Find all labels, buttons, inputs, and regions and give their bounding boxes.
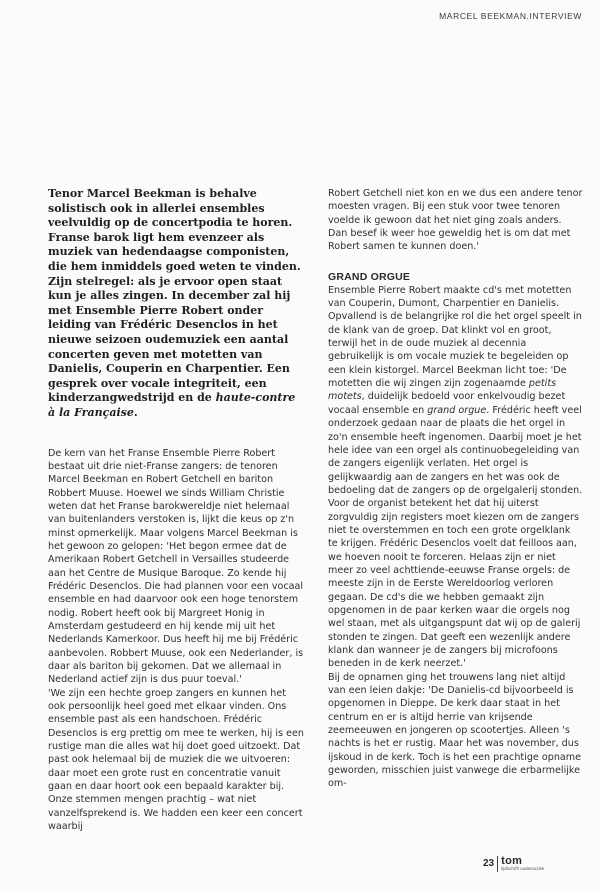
running-header: MARCEL BEEKMAN.INTERVIEW [439,11,582,21]
page-number: 23 [483,858,495,870]
body-paragraph: Bij de opnamen ging het trouwens lang niet altijd van een leien dakje: 'De Danielis-cd bijvoorbeeld is opgenomen in Dieppe. De kerk daar staat in het centrum en er is altijd herrie van krijsende zeemeeuwen en jongeren op scootertjes. Alleen 's nachts is het er rustig. Maar het was november, dus ijskoud in de kerk. Toch is het een prachtige opname geworden, misschien juist vanwege die erbarmelijke om- [328,671,582,790]
intro-italic-phrase: haute-contre à la Française [48,391,296,419]
body-paragraph: 'We zijn een hechte groep zangers en kunnen het ook persoonlijk heel goed met elkaar vinden. Ons ensemble past als een handschoen. Frédéric Desenclos is erg prettig om mee te werken, hij is een rustige man die alles wat hij doet goed uitzoekt. Dat past ook helemaal bij de muziek die we uitvoeren: daar moet een grote rust en concentratie vanuit gaan en daar hoort ook een bepaald karakter bij. Onze stemmen mengen prachtig – wat niet vanzelfsprekend is. We hadden een keer een concert waarbij [48,687,304,833]
logo-title: tom [501,855,523,867]
logo-subtitle: tijdschrift oudemuziek [501,866,545,871]
section-subheading: GRAND ORGUE [328,270,411,283]
body-paragraph: Robert Getchell niet kon en we dus een andere tenor moesten vragen. Bij een stuk voor twee tenoren voelde ik gewoon dat het niet ging zoals anders. Dan besef ik weer hoe geweldig het is om dat met Robert samen te kunnen doen.' [328,188,583,253]
left-column [48,187,305,833]
body-paragraph: De kern van het Franse Ensemble Pierre Robert bestaat uit drie niet-Franse zangers: de tenoren Marcel Beekman en Robert Getchell en bariton Robbert Muuse. Hoewel we sinds William Christie weten dat het Franse barokwereldje niet helemaal van buitenlanders verstoken is, lijkt die keus op z'n minst opmerkelijk. Maar volgens Marcel Beekman is het gewoon zo gelopen: 'Het begon ermee dat de Amerikaan Robert Getchell in Versailles studeerde aan het Centre de Musique Baroque. Zo kende hij Frédéric Desenclos. Die had plannen voor een vocaal ensemble en had daarvoor ook een hoge tenorstem nodig. Robert heeft ook bij Margreet Honig in Amsterdam gestudeerd en hij kende mij uit het Nederlands Kamerkoor. Dus heeft hij me bij Frédéric aanbevolen. Robbert Muuse, ook een Nederlander, is daar als bariton bij gekomen. Dat we allemaal in Nederland actief zijn is dus puur toeval.' [48,447,304,686]
intro-lead: Tenor Marcel Beekman is behalve solistisch ook in allerlei ensembles veelvuldig op de concertpodia te horen. Franse barok ligt hem evenzeer als muziek van hedendaagse componisten, die hem inmiddels goed weten te vinden. Zijn stelregel: als je ervoor open staat kun je alles zingen. In december zal hij met Ensemble Pierre Robert onder leiding van Frédéric Desenclos in het nieuwe seizoen oudemuziek een aantal concerten geven met motetten van Danielis, Couperin en Charpentier. Een gesprek over vocale integriteit, een kinderzangwedstrijd en de haute-contre à la Française. [48,187,301,419]
body-paragraph: Ensemble Pierre Robert maakte cd's met motetten van Couperin, Dumont, Charpentier en Danielis. Opvallend is de belangrijke rol die het orgel speelt in de klank van de groep. Dat klinkt vol en groot, terwijl het in de oude muziek al decennia gebruikelijk is om vocale muziek te begeleiden op een klein kistorgel. Marcel Beekman licht toe: 'De motetten die wij zingen zijn zogenaamde petits motets, duidelijk bedoeld voor enkelvoudig bezet vocaal ensemble en grand orgue. Frédéric heeft veel onderzoek gedaan naar de plaats die het orgel in zo'n ensemble heeft ingenomen. Daarbij moet je het hele idee van een orgel als continuobegeleiding van de zangers eigenlijk verlaten. Het orgel is gelijkwaardig aan de zangers en het was ook de bedoeling dat de zangers op de orgelgalerij stonden. Voor de organist betekent het dat hij uiterst zorgvuldig zijn registers moet kiezen om de zangers niet te overstemmen en toch een grote orgelklank te krijgen. Frédéric Desenclos voelt dat feilloos aan, we hoeven nooit te forceren. Helaas zijn er niet meer zo veel achttiende-eeuwse Franse orgels: de meeste zijn in de Eerste Wereldoorlog verloren gegaan. De cd's die we hebben gemaakt zijn opgenomen in de paar kerken waar die orgels nog wel staan, met als uitgangspunt dat wij op de galerij stonden te zingen. Dat geeft een wezenlijk andere klank dan wanneer je de zangers bij microfoons beneden in de kerk neerzet.' [328,284,583,670]
right-column [328,187,583,791]
magazine-logo [497,856,544,872]
page-footer [483,856,544,872]
